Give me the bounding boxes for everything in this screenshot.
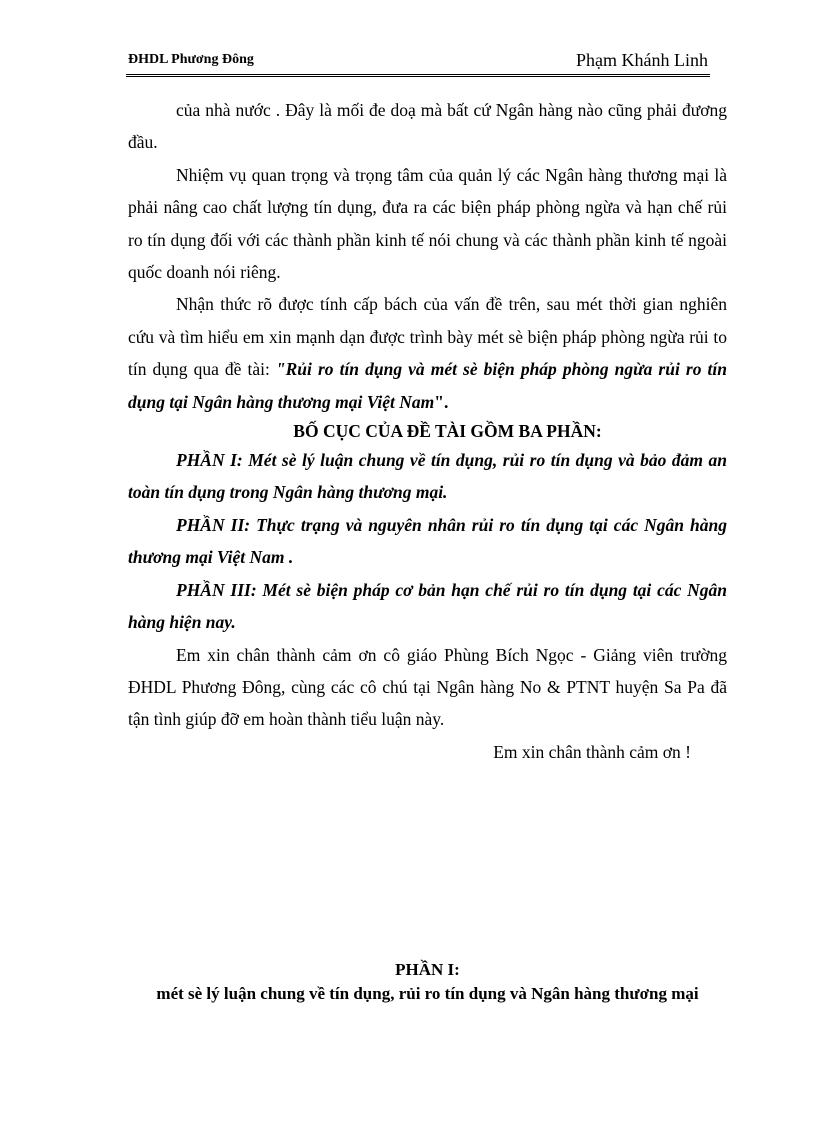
- paragraph-1: của nhà nước . Đây là mối đe doạ mà bất cứ Ngân hàng nào cũng phải đương đầu.: [128, 100, 727, 153]
- header-divider: [126, 74, 710, 77]
- header-institution: ĐHDL Phương Đông: [128, 52, 254, 67]
- structure-title: BỐ CỤC CỦA ĐỀ TÀI GỒM BA PHẦN:: [293, 421, 602, 442]
- thesis-title: "Rủi ro tín dụng và mét sè biện pháp phòng ngừa rủi ro tín dụng tại Ngân hàng thương mại Việt Nam: [128, 359, 727, 412]
- paragraph-3-text: Nhận thức rõ được tính cấp bách của vấn đề trên, sau mét thời gian nghiên cứu và tìm hiểu em xin mạnh dạn được trình bày mét sè biện pháp phòng ngừa rủi to tín dụng qua đề tài:: [128, 294, 727, 380]
- part-1-summary: PHẦN I: Mét sè lý luận chung về tín dụng, rủi ro tín dụng và bảo đảm an toàn tín dụng trong Ngân hàng thương mại.: [128, 450, 727, 503]
- closing-line: Em xin chân thành cảm ơn !: [493, 741, 691, 762]
- chapter-heading: [128, 958, 727, 1006]
- paragraph-2: Nhiệm vụ quan trọng và trọng tâm của quản lý các Ngân hàng thương mại là phải nâng cao chất lượng tín dụng, đưa ra các biện pháp phòng ngừa và hạn chế rủi ro tín dụng đối với các thành phần kinh tế nói chung và các thành phần kinh tế ngoài quốc doanh nói riêng.: [128, 164, 727, 283]
- document-body: [128, 94, 727, 768]
- paragraph-3: [128, 288, 727, 418]
- thesis-title-end: ".: [434, 391, 449, 412]
- chapter-title: mét sè lý luận chung về tín dụng, rủi ro tín dụng và Ngân hàng thương mại: [156, 984, 699, 1003]
- part-2-summary: PHẦN II: Thực trạng và nguyên nhân rủi ro tín dụng tại các Ngân hàng thương mại Việt Nam .: [128, 514, 727, 568]
- part-3-summary: PHẦN III: Mét sè biện pháp cơ bản hạn chế rủi ro tín dụng tại các Ngân hàng hiện nay.: [128, 579, 727, 633]
- acknowledgement-paragraph: Em xin chân thành cảm ơn cô giáo Phùng Bích Ngọc - Giảng viên trường ĐHDL Phương Đông, cùng các cô chú tại Ngân hàng No & PTNT huyện Sa Pa đã tận tình giúp đỡ em hoàn thành tiểu luận này.: [128, 644, 727, 730]
- page-header: [126, 50, 710, 72]
- chapter-number: PHẦN I:: [395, 960, 460, 979]
- header-author: Phạm Khánh Linh: [576, 50, 708, 70]
